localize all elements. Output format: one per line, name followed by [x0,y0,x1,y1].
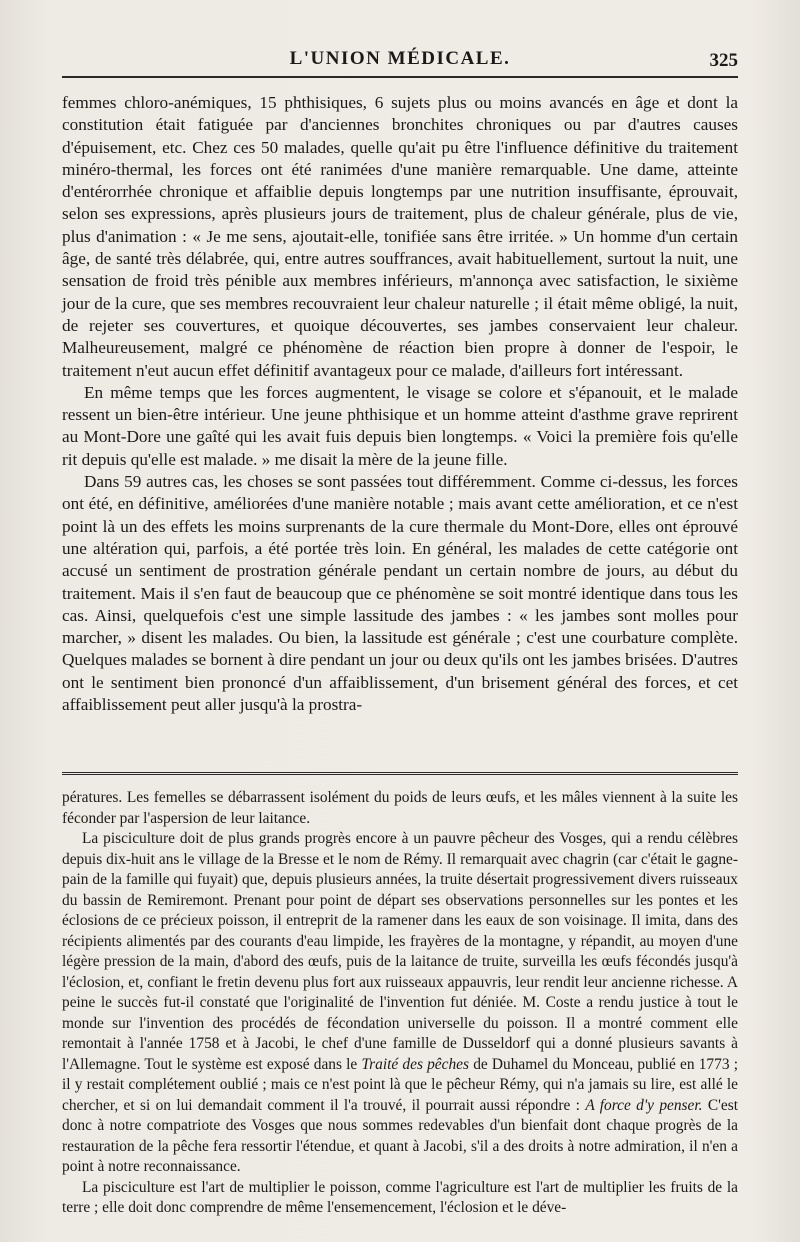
page-number: 325 [709,50,738,71]
footnote-text: La pisciculture doit de plus grands progrès encore à un pauvre pêcheur des Vosges, qui a rendu célèbres depuis dix-huit ans le village de la Bresse et le nom de Rémy. Il remarquait avec chagrin (car c'était le gagne-pain de la famille qui fuyait) que, depuis plusieurs années, la truite désertait progressivement divers ruisseaux du bassin de Remiremont. Prenant pour point de départ ses observations personnelles sur les pontes et les éclosions de ce précieux poisson, il entreprit de la ramener dans les eaux de son voisinage. Il imita, dans des récipients alimentés par des courants d'eau limpide, les frayères de la montagne, y répandit, au moyen d'une légère pression de la main, d'abord des œufs, puis de la laitance de truite, surveilla les œufs fécondés jusqu'à l'éclosion, et, confiant le fretin devenu plus fort aux ruisseaux appauvris, leur rendit leur ancienne richesse. A peine le succès fut-il constaté que l'originalité de l'invention fut déniée. M. Coste a rendu justice à tout le monde sur l'invention des procédés de fécondation universelle du poisson. Il a montré comment elle remontait à l'année 1758 et à Jacobi, le chef d'une famille de Dusseldorf qui a donné plusieurs savants à l'Allemagne. Tout le système est exposé dans le [62,830,738,1073]
footnote-text: C'est donc à notre compatriote des Vosges que nous sommes redevables d'un bienfait dont chaque progrès de la restauration de la pêche fera ressortir l'étendue, et quant à Jacobi, s'il a des droits à notre admiration, il n'en a point à notre reconnaissance. [62,1096,738,1175]
footnote-paragraph: pératures. Les femelles se débarrassent isolément du poids de leurs œufs, et les mâles viennent à la suite les féconder par l'aspersion de leur laitance. [62,789,738,827]
body-paragraph: En même temps que les forces augmentent, le visage se colore et s'épanouit, et le malade ressent un bien-être intérieur. Une jeune phthisique et un homme atteint d'asthme grave reprirent au Mont-Dore une gaîté qui les avait fuis depuis bien longtemps. « Voici la première fois qu'elle rit depuis qu'elle est malade. » me disait la mère de la jeune fille. [62,382,738,469]
footnote-separator [62,772,738,777]
footnote-text: de Duhamel du Monceau, publié en 1773 ; il y restait complétement oublié ; mais ce n'est point là que le pêcheur Rémy, qui n'a jamais su lire, est allé le chercher, et si on lui demandait comment il l'a trouvé, il pourrait aussi répondre : [62,1055,738,1114]
header-rule [62,76,738,78]
motto: A force d'y penser. [585,1096,703,1114]
footnotes [62,788,738,1219]
main-text [62,92,738,716]
body-paragraph: femmes chloro-anémiques, 15 phthisiques, 6 sujets plus ou moins avancés en âge et dont la constitution était fatiguée par d'anciennes bronchites chroniques ou par d'autres causes d'épuisement, etc. Chez ces 50 malades, quelle qu'ait pu être l'influence définitive du traitement minéro-thermal, les forces ont été ranimées d'une manière remarquable. Une dame, atteinte d'entérorrhée chronique et affaiblie depuis longtemps par une nutrition insuffisante, éprouvait, selon ses expressions, après plusieurs jours de traitement, plus de chaleur générale, plus de vie, plus d'animation : « Je me sens, ajoutait-elle, tonifiée sans être irritée. » Un homme d'un certain âge, de santé très délabrée, qui, entre autres souffrances, avait habituellement, surtout la nuit, une sensation de froid très pénible aux membres inférieurs, m'annonça avec satisfaction, le sixième jour de la cure, que ses membres recouvraient leur chaleur naturelle ; il était même obligé, la nuit, de rejeter ses couvertures, et quoique découvertes, ses jambes conservaient leur chaleur. Malheureusement, malgré ce phénomène de réaction bien propre à donner de l'espoir, le traitement n'eut aucun effet définitif avantageux pour ce malade, d'ailleurs fort intéressant. [62,93,738,380]
running-title: L'UNION MÉDICALE. [289,48,511,69]
footnote-paragraph: La pisciculture est l'art de multiplier le poisson, comme l'agriculture est l'art de multiplier les fruits de la terre ; elle doit donc comprendre de même l'ensemencement, l'éclosion et le déve- [62,1178,738,1216]
footnote-paragraph [62,829,738,1178]
page-header [62,44,738,74]
body-paragraph: Dans 59 autres cas, les choses se sont passées tout différemment. Comme ci-dessus, les forces ont été, en définitive, améliorées d'une manière notable ; mais avant cette amélioration, et ce n'est point là un des effets les moins surprenants de la cure thermale du Mont-Dore, elles ont éprouvé une altération qui, parfois, a été portée très loin. En général, les malades de cette catégorie ont accusé un sentiment de prostration générale pendant un certain nombre de jours, au début du traitement. Mais il s'en faut de beaucoup que ce phénomène se soit montré identique dans tous les cas. Ainsi, quelquefois c'est une simple lassitude des jambes : « les jambes sont molles pour marcher, » disent les malades. Ou bien, la lassitude est générale ; c'est une courbature complète. Quelques malades se bornent à dire pendant un jour ou deux qu'ils ont les jambes brisées. D'autres ont le sentiment bien prononcé d'un affaiblissement, d'un brisement général des forces, et cet affaiblissement peut aller jusqu'à la prostra- [62,472,738,715]
book-title: Traité des pêches [361,1055,469,1073]
